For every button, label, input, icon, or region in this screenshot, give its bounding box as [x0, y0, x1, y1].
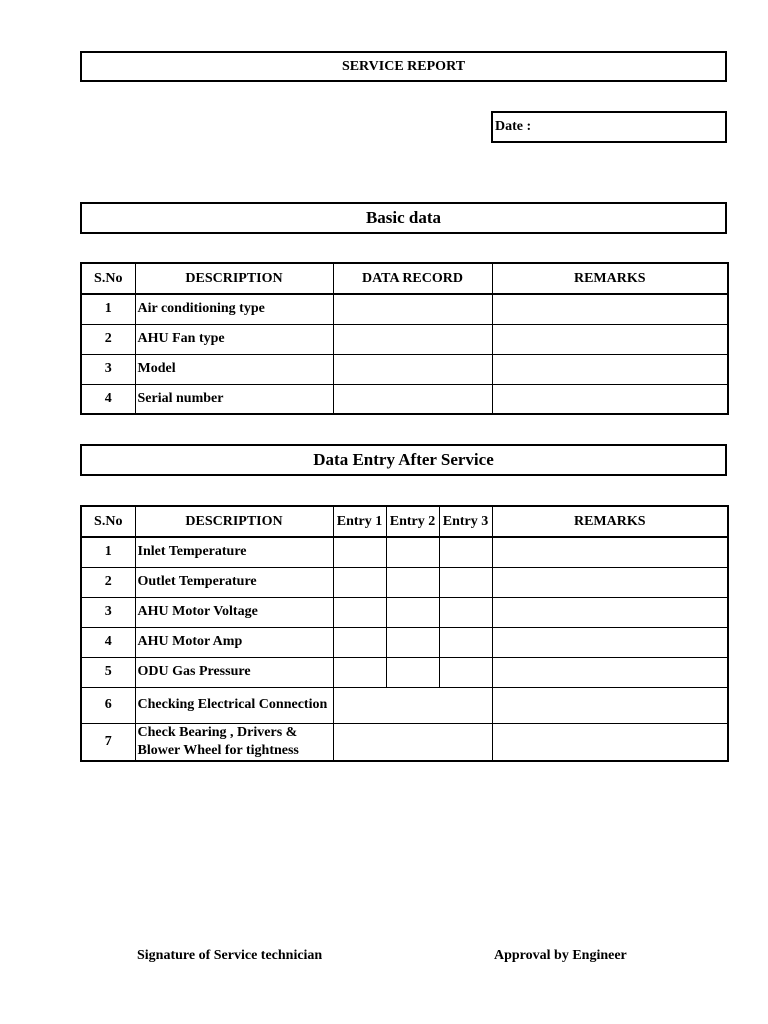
row-description: Air conditioning type — [135, 294, 333, 324]
header-entry-2: Entry 2 — [386, 506, 439, 537]
entry-merged-cell[interactable] — [333, 687, 492, 723]
header-remarks: REMARKS — [492, 506, 728, 537]
header-sno: S.No — [81, 263, 135, 294]
entry-3-cell[interactable] — [439, 537, 492, 567]
row-sno: 4 — [81, 627, 135, 657]
entry-2-cell[interactable] — [386, 567, 439, 597]
entry-3-cell[interactable] — [439, 567, 492, 597]
date-field[interactable] — [491, 111, 727, 143]
header-entry-1: Entry 1 — [333, 506, 386, 537]
table-row — [81, 597, 728, 627]
table-row — [81, 294, 728, 324]
after-service-section-title: Data Entry After Service — [80, 444, 727, 476]
table-row — [81, 687, 728, 723]
row-description: Inlet Temperature — [135, 537, 333, 567]
entry-1-cell[interactable] — [333, 597, 386, 627]
description-line-2: Blower Wheel for tightness — [137, 742, 299, 758]
table-row — [81, 723, 728, 761]
table-header-row — [81, 263, 728, 294]
date-label: Date : — [495, 119, 532, 134]
row-description: Checking Electrical Connection — [135, 687, 333, 723]
row-description: Model — [135, 354, 333, 384]
remarks-cell[interactable] — [492, 657, 728, 687]
basic-data-section-title: Basic data — [80, 202, 727, 234]
remarks-cell[interactable] — [492, 354, 728, 384]
header-entry-3: Entry 3 — [439, 506, 492, 537]
entry-merged-cell[interactable] — [333, 723, 492, 761]
remarks-cell[interactable] — [492, 723, 728, 761]
row-description: AHU Fan type — [135, 324, 333, 354]
table-row — [81, 537, 728, 567]
row-sno: 7 — [81, 723, 135, 761]
row-sno: 1 — [81, 537, 135, 567]
header-data-record: DATA RECORD — [333, 263, 492, 294]
data-record-cell[interactable] — [333, 324, 492, 354]
table-row — [81, 384, 728, 414]
row-sno: 2 — [81, 567, 135, 597]
row-description: AHU Motor Amp — [135, 627, 333, 657]
remarks-cell[interactable] — [492, 627, 728, 657]
entry-2-cell[interactable] — [386, 657, 439, 687]
entry-2-cell[interactable] — [386, 627, 439, 657]
remarks-cell[interactable] — [492, 537, 728, 567]
row-description: Serial number — [135, 384, 333, 414]
row-description: Outlet Temperature — [135, 567, 333, 597]
table-row — [81, 657, 728, 687]
row-description — [135, 723, 333, 761]
row-description: ODU Gas Pressure — [135, 657, 333, 687]
remarks-cell[interactable] — [492, 567, 728, 597]
entry-3-cell[interactable] — [439, 657, 492, 687]
header-description: DESCRIPTION — [135, 263, 333, 294]
remarks-cell[interactable] — [492, 384, 728, 414]
entry-1-cell[interactable] — [333, 537, 386, 567]
remarks-cell[interactable] — [492, 597, 728, 627]
data-record-cell[interactable] — [333, 354, 492, 384]
description-line-1: Check Bearing , Drivers & — [137, 724, 298, 740]
data-record-cell[interactable] — [333, 294, 492, 324]
remarks-cell[interactable] — [492, 294, 728, 324]
report-title: SERVICE REPORT — [80, 51, 727, 82]
technician-signature-label: Signature of Service technician — [137, 948, 323, 963]
entry-2-cell[interactable] — [386, 597, 439, 627]
row-sno: 2 — [81, 324, 135, 354]
engineer-approval-label: Approval by Engineer — [494, 948, 627, 963]
remarks-cell[interactable] — [492, 687, 728, 723]
header-sno: S.No — [81, 506, 135, 537]
table-row — [81, 567, 728, 597]
table-row — [81, 627, 728, 657]
entry-1-cell[interactable] — [333, 627, 386, 657]
header-description: DESCRIPTION — [135, 506, 333, 537]
row-sno: 1 — [81, 294, 135, 324]
row-sno: 3 — [81, 354, 135, 384]
row-sno: 5 — [81, 657, 135, 687]
table-row — [81, 354, 728, 384]
row-description: AHU Motor Voltage — [135, 597, 333, 627]
entry-1-cell[interactable] — [333, 567, 386, 597]
after-service-table — [80, 505, 729, 762]
entry-3-cell[interactable] — [439, 597, 492, 627]
table-header-row — [81, 506, 728, 537]
row-sno: 4 — [81, 384, 135, 414]
row-sno: 6 — [81, 687, 135, 723]
entry-3-cell[interactable] — [439, 627, 492, 657]
data-record-cell[interactable] — [333, 384, 492, 414]
entry-1-cell[interactable] — [333, 657, 386, 687]
table-row — [81, 324, 728, 354]
row-sno: 3 — [81, 597, 135, 627]
entry-2-cell[interactable] — [386, 537, 439, 567]
basic-data-table — [80, 262, 729, 415]
remarks-cell[interactable] — [492, 324, 728, 354]
header-remarks: REMARKS — [492, 263, 728, 294]
